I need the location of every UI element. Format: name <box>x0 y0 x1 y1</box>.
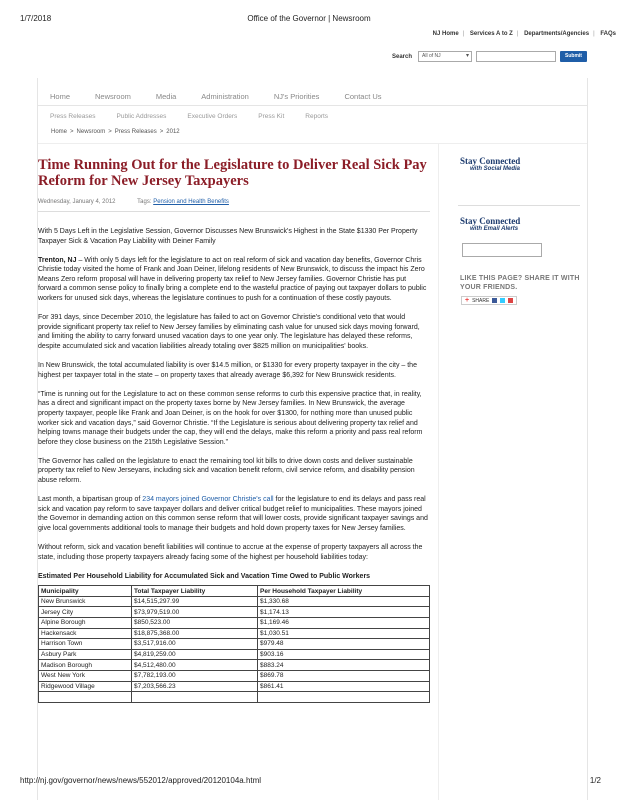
print-date: 1/7/2018 <box>20 14 52 23</box>
table-cell <box>258 692 430 703</box>
divider <box>38 143 587 144</box>
search-submit-button[interactable]: Submit <box>560 51 587 62</box>
table-cell: $1,169.46 <box>258 618 430 629</box>
page-title: Time Running Out for the Legislature to Deliver Real Sick Pay Reform for New Jersey Taxpayers <box>38 157 427 189</box>
table-cell: $1,030.51 <box>258 628 430 639</box>
stay-connected-social-heading: Stay Connected <box>460 156 521 166</box>
table-cell: $7,203,566.23 <box>132 681 258 692</box>
table-cell: $850,523.00 <box>132 618 258 629</box>
table-cell <box>39 692 132 703</box>
util-nj-home[interactable]: NJ Home <box>432 31 459 37</box>
print-page-number: 1/2 <box>589 776 601 785</box>
table-cell: Ridgewood Village <box>39 681 132 692</box>
table-cell: $883.24 <box>258 660 430 671</box>
liability-table <box>38 585 430 703</box>
subnav-press-kit[interactable]: Press Kit <box>258 113 285 120</box>
table-row <box>39 628 430 639</box>
article-paragraph: For 391 days, since December 2010, the legislature has failed to act on Governor Christie's conditional veto that would provide significant property tax relief to New Jersey families by eliminating cash value for unused sick days moving forward, and limiting the ability to carry forward unused vacation days to one year only. The legislature has delayed these reforms, despite accumulated sick and vacation liabilities already totaling over $825 million on municipalities' books. <box>38 314 420 350</box>
table-cell: $7,782,193.00 <box>132 670 258 681</box>
article-paragraph: Trenton, NJ – With only 5 days left for the legislature to act on real reform of sick and vacation day benefits, Governor Chris Christie today visited the home of Frank and Joan Deiner, lifelong residents of New Brunswick, to discuss the impact his Zero Means Zero reform proposal will have in delivering property tax relief to New Jersey families. Governor Christie has put forward a common sense policy to finally bring a complete end to the wasteful practice of paying out taxpayer dollars to public workers for unused sick days, whereas the legislature continues to push for a continuation of these costly payouts. <box>38 256 427 303</box>
subnav-reports[interactable]: Reports <box>305 113 329 120</box>
share-label: SHARE <box>472 297 490 304</box>
table-cell: $869.78 <box>258 670 430 681</box>
table-cell: $14,515,297.99 <box>132 596 258 607</box>
column-divider <box>438 143 439 800</box>
crumb-sep: > <box>70 129 74 135</box>
article-paragraph: Last month, a bipartisan group of 234 mayors joined Governor Christie's call for the legislature to end its delays and pass real sick and vacation pay reform to save taxpayer dollars and deliver critical budget relief to municipalities. These mayors joined the Governor in demanding action on this common sense reform that will lower costs, provide significant taxpayer savings and give local governments additional tools to manage their budgets and hold down property taxes for New Jersey families. <box>38 496 428 532</box>
crumb-newsroom[interactable]: Newsroom <box>76 129 106 135</box>
sub-nav <box>50 113 349 120</box>
email-input[interactable] <box>462 243 542 257</box>
email-icon <box>508 298 513 303</box>
article-paragraph: The Governor has called on the legislature to enact the remaining tool kit bills to drive down costs and deliver sustainable property tax relief to New Jerseyans, including sick and vacation benefit reform, civil service reform, and disability pension abuse reform. <box>38 457 415 484</box>
nav-media[interactable]: Media <box>155 92 177 101</box>
article-subhead: With 5 Days Left in the Legislative Session, Governor Discusses New Brunswick's Highest in the State $1330 Per Property Taxpayer Sick & Vacation Pay Liability with Deiner Family <box>38 228 418 245</box>
search-input[interactable] <box>476 51 556 62</box>
util-services[interactable]: Services A to Z <box>469 31 513 37</box>
divider <box>38 211 430 212</box>
social-media-link[interactable]: with Social Media <box>470 166 521 172</box>
table-cell: New Brunswick <box>39 596 132 607</box>
breadcrumb <box>51 129 180 135</box>
utility-nav: NJ Home | Services A to Z | Departments/Agencies | FAQs <box>432 31 616 37</box>
article-paragraph: “Time is running out for the Legislature to act on these common sense reforms to curb this expensive practice that, in reality, has a direct and significant impact on the property taxes borne by New Jersey families. In New Brunswick, the average property taxpayer, people like Frank and Joan Deiner, is on the hook for over $1300, for nothing more than unused public worker sick and vacation days,” said Governor Christie. “If the Legislature is serious about delivering property tax relief and helping towns manage their budgets under the cap, they will end the delays, make this reform a priority and pass real reform before they close business on the 215th Legislative Session.” <box>38 390 423 446</box>
table-row <box>39 618 430 629</box>
table-cell: $903.16 <box>258 649 430 660</box>
table-cell: Hackensack <box>39 628 132 639</box>
crumb-press-releases[interactable]: Press Releases <box>114 129 157 135</box>
subnav-public-addresses[interactable]: Public Addresses <box>116 113 167 120</box>
article-paragraph: Without reform, sick and vacation benefit liabilities will continue to accrue at the expense of property taxpayers all across the state, including those property taxpayers already facing some of the highest per household liabilities today: <box>38 543 423 561</box>
print-header <box>0 14 618 28</box>
article-date: Wednesday, January 4, 2012 <box>38 199 116 205</box>
print-title: Office of the Governor | Newsroom <box>247 14 371 23</box>
subnav-executive-orders[interactable]: Executive Orders <box>187 113 238 120</box>
table-cell: $861.41 <box>258 681 430 692</box>
share-prompt: LIKE THIS PAGE? SHARE IT WITH YOUR FRIENDS. <box>460 275 580 291</box>
nav-newsroom[interactable]: Newsroom <box>95 92 131 101</box>
table-header: Total Taxpayer Liability <box>132 586 258 597</box>
table-cell: $1,174.13 <box>258 607 430 618</box>
dateline: Trenton, NJ <box>38 256 77 264</box>
table-row <box>39 607 430 618</box>
divider <box>458 205 580 206</box>
table-cell: $1,330.68 <box>258 596 430 607</box>
nav-home[interactable]: Home <box>50 92 71 101</box>
table-row <box>39 692 430 703</box>
subnav-press-releases[interactable]: Press Releases <box>50 113 96 120</box>
email-alerts-link[interactable]: with Email Alerts <box>470 226 519 232</box>
table-cell: $73,979,519.00 <box>132 607 258 618</box>
table-cell: West New York <box>39 670 132 681</box>
nav-priorities[interactable]: NJ's Priorities <box>273 92 320 101</box>
table-cell: Harrison Town <box>39 639 132 650</box>
mayors-link[interactable]: 234 mayors joined Governor Christie's call <box>142 496 274 504</box>
share-button[interactable] <box>461 296 517 305</box>
table-cell: $3,517,916.00 <box>132 639 258 650</box>
nav-contact[interactable]: Contact Us <box>344 92 382 101</box>
table-cell: $4,819,259.00 <box>132 649 258 660</box>
print-url: http://nj.gov/governor/news/news/552012/approved/20120104a.html <box>20 776 262 785</box>
table-cell: Madison Borough <box>39 660 132 671</box>
table-cell: $4,512,480.00 <box>132 660 258 671</box>
table-header: Municipality <box>39 586 132 597</box>
table-row <box>39 681 430 692</box>
main-nav <box>38 88 587 106</box>
twitter-icon <box>500 298 505 303</box>
table-cell: Jersey City <box>39 607 132 618</box>
table-row <box>39 596 430 607</box>
table-cell: Asbury Park <box>39 649 132 660</box>
crumb-home[interactable]: Home <box>51 129 68 135</box>
table-row <box>39 649 430 660</box>
search-scope-select[interactable]: All of NJ ▾ <box>418 51 472 62</box>
table-cell: $18,875,368.00 <box>132 628 258 639</box>
table-row <box>39 639 430 650</box>
article-paragraph: In New Brunswick, the total accumulated liability is over $14.5 million, or $1330 for every property taxpayer in the city – the highest per taxpayer total in the state – on property taxes that already average $6,392 for New Brunswick residents. <box>38 362 417 379</box>
nav-administration[interactable]: Administration <box>201 92 249 101</box>
table-cell: Alpine Borough <box>39 618 132 629</box>
article-meta <box>38 199 229 205</box>
search-bar <box>392 50 587 63</box>
plus-icon: + <box>465 297 470 304</box>
crumb-sep: > <box>108 129 112 135</box>
facebook-icon <box>492 298 497 303</box>
stay-connected-email-heading: Stay Connected <box>460 216 521 226</box>
table-row <box>39 660 430 671</box>
table-header: Per Household Taxpayer Liability <box>258 586 430 597</box>
crumb-sep: > <box>159 129 164 135</box>
tags-label: Tags: <box>137 199 152 205</box>
tag-link[interactable]: Pension and Health Benefits <box>153 199 229 205</box>
crumb-2012: 2012 <box>166 129 180 135</box>
table-cell: $979.48 <box>258 639 430 650</box>
table-title: Estimated Per Household Liability for Accumulated Sick and Vacation Time Owed to Public Workers <box>38 572 371 580</box>
table-cell <box>132 692 258 703</box>
search-label: Search <box>392 53 413 60</box>
table-row <box>39 670 430 681</box>
article-body <box>38 227 429 703</box>
util-faqs[interactable]: FAQs <box>600 31 616 37</box>
util-departments[interactable]: Departments/Agencies <box>524 31 590 37</box>
